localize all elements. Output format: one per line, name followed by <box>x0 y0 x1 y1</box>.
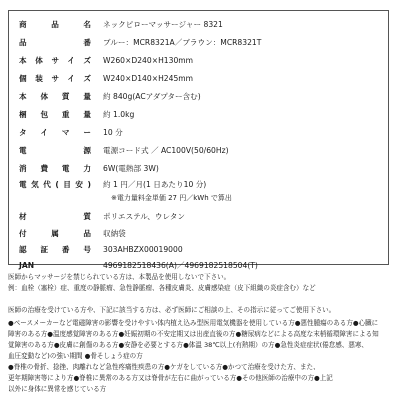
spec-label: タイマー <box>19 128 91 137</box>
spec-label: 認証番号 <box>19 245 91 254</box>
spec-label: 電源 <box>19 146 91 155</box>
spec-row <box>19 175 382 194</box>
spec-value: W260×D240×H130mm <box>103 56 194 65</box>
note-line: 更年期障害等により方●脊椎に異常のある方又は脊骨が左右に曲がっている方●その他医師の治療中の方●上記 <box>8 374 333 382</box>
spec-label: 梱包重量 <box>19 110 91 119</box>
spec-value: ブルー：MCR8321A／ブラウン：MCR8321T <box>103 38 262 47</box>
note-line: 障害のある方●温度感覚障害のある方●妊娠初期の不安定期又は出産直後の方●糖尿病などによる高度な末梢循環障害による知 <box>8 330 379 338</box>
spec-label: 商品名 <box>19 20 91 29</box>
note-line: 医師からマッサージを禁じられている方は、本製品を使用しないで下さい。 <box>8 273 231 281</box>
spec-value: 約 840g(ACアダプター含む) <box>103 92 201 101</box>
spec-label: 個装サイズ <box>19 74 91 83</box>
note-line: ●脊椎の骨折、捻挫、肉離れなど急性疼痛性疾患の方●ケガをしている方●かつて治療を受けた方、また、 <box>8 363 320 371</box>
spec-value: 約 1 円／月(1 日あたり10 分) <box>103 180 207 189</box>
spec-value: 収納袋 <box>103 229 126 238</box>
spec-row <box>19 87 382 106</box>
spec-value: ポリエステル、ウレタン <box>103 212 185 221</box>
spec-value: 6W(電熱部 3W) <box>103 164 159 173</box>
spec-label: 本体サイズ <box>19 56 91 65</box>
spec-row <box>19 123 382 142</box>
spec-value: 約 1.0kg <box>103 110 135 119</box>
note-line: 例：血栓（塞栓）症、重度の静脈瘤、急性静脈瘤、各種皮膚炎、皮膚感染症（皮下組織の炎症含む）など <box>8 284 316 292</box>
spec-label: 付属品 <box>19 229 91 238</box>
spec-label: JAN <box>19 261 35 270</box>
spec-value: 4969182518436(A)／4969182518504(T) <box>103 261 258 270</box>
spec-row <box>19 33 382 52</box>
spec-value: ネックピローマッサージャー 8321 <box>103 20 223 29</box>
note-line: ●ペースメーカーなど電磁障害の影響を受けやすい体内植え込み型医用電気機器を使用している方●悪性腫瘍のある方●心臓に <box>8 319 379 327</box>
note-line: 血圧変動など)の強い期間 ●骨そしょう症の方 <box>8 352 143 360</box>
spec-label: 電気代(目安) <box>19 180 91 189</box>
spec-note: ※電力量料金単価 27 円／kWh で算出 <box>111 194 232 202</box>
spec-table <box>8 10 389 270</box>
spec-row <box>19 15 382 34</box>
spec-value: W240×D140×H245mm <box>103 74 194 83</box>
note-line: 医師の治療を受けている方や、下記に該当する方は、必ず医師にご相談の上、その指示に従ってご使用下さい。 <box>8 306 336 314</box>
spec-row <box>19 141 382 160</box>
note-line: 以外に身体に異常を感じている方 <box>8 385 107 393</box>
spec-value: 電源コード式 ／ AC100V(50/60Hz) <box>103 146 229 155</box>
spec-label: 本体質量 <box>19 92 91 101</box>
spec-row <box>19 51 382 70</box>
spec-label: 材質 <box>19 212 91 221</box>
note-line: 覚障害のある方●皮膚に創傷のある方●安静を必要とする方●体温 38℃以上(有熱期）の方●急性炎症症状(倦怠感、悪寒、 <box>8 341 368 349</box>
spec-value: 303AHBZX00019000 <box>103 245 183 254</box>
spec-label: 品番 <box>19 38 91 47</box>
spec-label: 消費電力 <box>19 164 91 173</box>
spec-row <box>19 105 382 124</box>
spec-value: 10 分 <box>103 128 123 137</box>
spec-row <box>19 69 382 88</box>
